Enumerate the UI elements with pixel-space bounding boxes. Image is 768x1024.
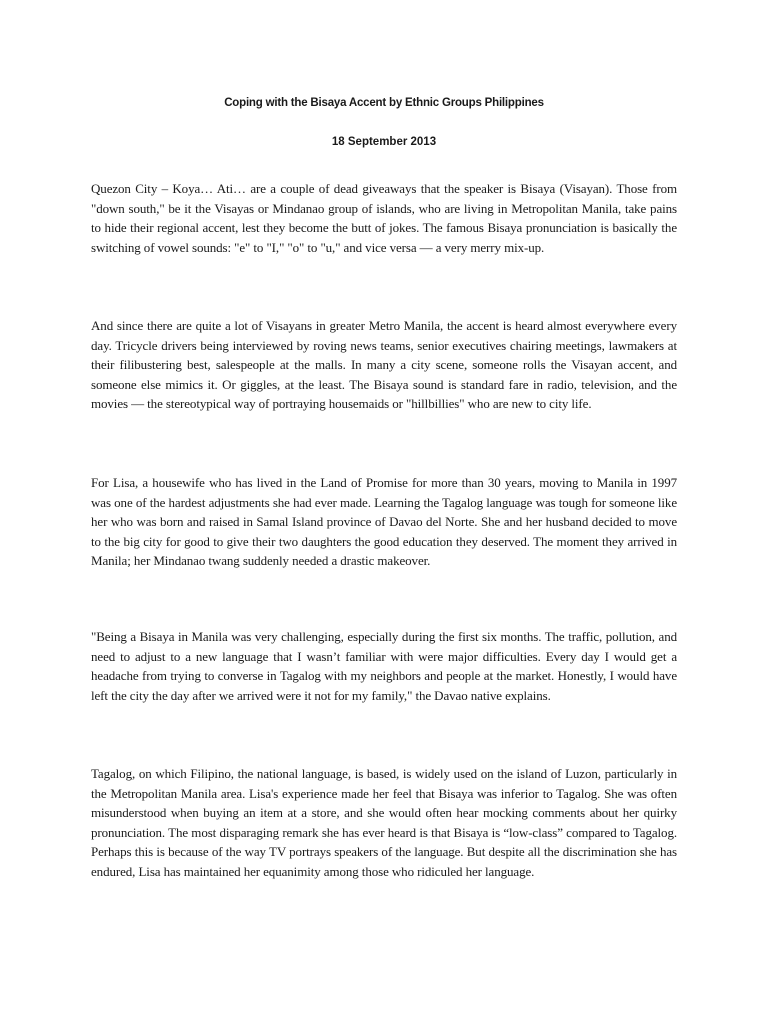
paragraph-4: "Being a Bisaya in Manila was very challenging, especially during the first six months. The traffic, pollution, and need to adjust to a new language that I wasn’t familiar with were major difficulties. Every day I would get a headache from trying to converse in Tagalog with my neighbors and people at the market. Honestly, I would have left the city the day after we arrived were it not for my family," the Davao native explains. <box>91 629 677 703</box>
paragraph-5: Tagalog, on which Filipino, the national language, is based, is widely used on the island of Luzon, particularly in the Metropolitan Manila area. Lisa's experience made her feel that Bisaya was inferior to Tagalog. She was often misunderstood when buying an item at a store, and she would often hear mocking comments about her quirky pronunciation. The most disparaging remark she has ever heard is that Bisaya is “low-class” compared to Tagalog. Perhaps this is because of the way TV portrays speakers of the language. But despite all the discrimination she has endured, Lisa has maintained her equanimity among those who ridiculed her language. <box>91 766 677 879</box>
paragraph-2: And since there are quite a lot of Visayans in greater Metro Manila, the accent is heard almost everywhere every day. Tricycle drivers being interviewed by roving news teams, senior executives chairing meetings, lawmakers at their filibustering best, salespeople at the malls. In many a city scene, someone rolls the Visayan accent, and someone else mimics it. Or giggles, at the least. The Bisaya sound is standard fare in radio, television, and the movies — the stereotypical way of portraying housemaids or "hillbillies" who are new to city life. <box>91 318 677 411</box>
document-date: 18 September 2013 <box>331 136 437 148</box>
document-title: Coping with the Bisaya Accent by Ethnic Groups Philippines <box>224 97 544 109</box>
paragraph-1: Quezon City – Koya… Ati… are a couple of dead giveaways that the speaker is Bisaya (Visayan). Those from "down south," be it the Visayas or Mindanao group of islands, who are living in Metropolitan Manila, take pains to hide their regional accent, lest they become the butt of jokes. The famous Bisaya pronunciation is basically the switching of vowel sounds: "e" to "I," "o" to "u," and vice versa — a very merry mix-up. <box>91 181 677 255</box>
paragraph-3: For Lisa, a housewife who has lived in the Land of Promise for more than 30 years, moving to Manila in 1997 was one of the hardest adjustments she had ever made. Learning the Tagalog language was tough for someone like her who was born and raised in Samal Island province of Davao del Norte. She and her husband decided to move to the big city for good to give their two daughters the good education they deserved. The moment they arrived in Manila; her Mindanao twang suddenly needed a drastic makeover. <box>91 475 677 568</box>
